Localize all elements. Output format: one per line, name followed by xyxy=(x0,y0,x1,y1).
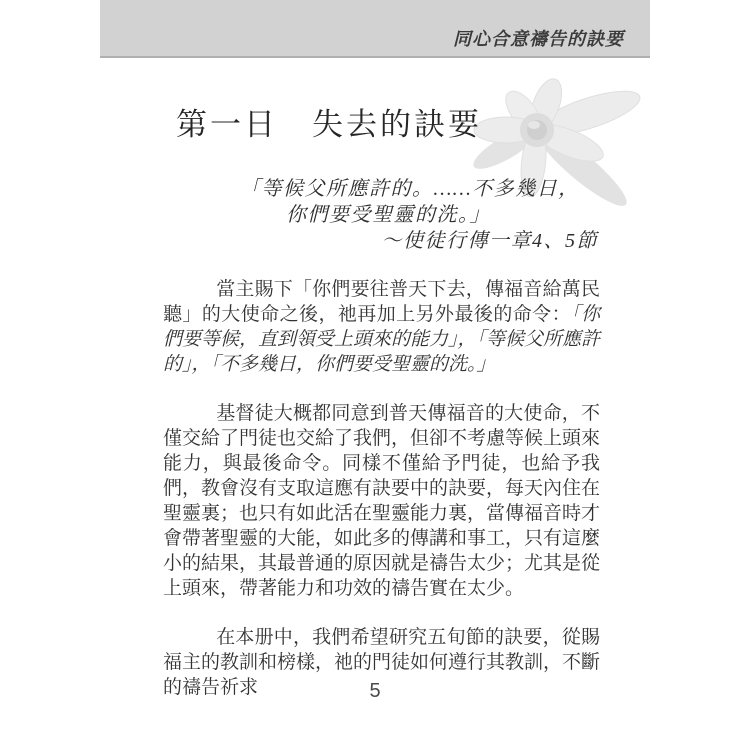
quote-attribution: ～使徒行傳一章4、5節 xyxy=(381,230,598,252)
paragraph-1-lead: 當主賜下「你們要往普天下去，傳福音給萬民聽」的大使命之後，祂再加上另外最後的命令： xyxy=(163,279,600,325)
chapter-title: 第一日 失去的訣要 xyxy=(176,107,482,142)
quote-line-2: 你們要受聖靈的洗。」 xyxy=(286,204,491,226)
page-number: 5 xyxy=(369,680,381,702)
header-band xyxy=(100,0,650,58)
quote-line-1: 「等候父所應許的。……不多幾日， xyxy=(240,178,580,200)
running-title: 同心合意禱告的訣要 xyxy=(453,29,624,49)
paragraph-1-scripture: 「你們要等候，直到領受上頭來的能力」，「等候父所應許的」，「不多幾日，你們要受聖靈的洗。」 xyxy=(163,304,601,375)
paragraph-1 xyxy=(163,277,600,377)
paragraph-3: 在本册中，我們希望研究五旬節的訣要，從賜福主的教訓和榜樣，祂的門徒如何遵行其教訓，不斷的禱告祈求 xyxy=(163,627,601,698)
scripture-quote xyxy=(163,176,600,254)
paragraph-2: 基督徒大概都同意到普天傳福音的大使命，不僅交給了門徒也交給了我們，但卻不考慮等候上頭來能力，與最後命令。同樣不僅給予門徒，也給予我們，教會沒有支取這應有訣要中的訣要，每天內住在聖靈裏；也只有如此活在聖靈能力裏，當傳福音時才會帶著聖靈的大能，如此多的傳講和事工，只有這麼小的結果，其最普通的原因就是禱告太少；尤其是從上頭來，帶著能力和功效的禱告實在太少。 xyxy=(163,403,601,599)
body-text xyxy=(163,277,600,700)
